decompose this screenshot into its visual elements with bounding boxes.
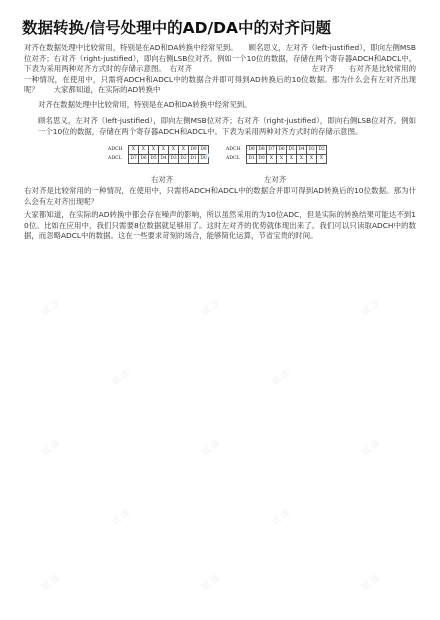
bit-cell: X [169, 146, 179, 155]
bit-cell: X [159, 146, 169, 155]
bit-cell: X [297, 155, 307, 164]
bit-cell: D5 [149, 155, 159, 164]
paragraph-summary: 对齐在数据处理中比较常用，特别是在AD和DA转换中经常见到。 [38, 100, 252, 109]
bit-cell: D6 [139, 155, 149, 164]
bit-cell: D2 [317, 146, 327, 155]
bit-cell: D7 [267, 146, 277, 155]
table-row [226, 155, 327, 164]
bit-cell: X [129, 146, 139, 155]
bit-cell: D0 [199, 155, 209, 164]
bit-cell: X [179, 146, 189, 155]
register-name: ADCH [226, 147, 241, 152]
bit-cell: X [149, 146, 159, 155]
right-aligned-register-table [108, 145, 209, 164]
bit-cell: D9 [189, 146, 199, 155]
table-row [108, 155, 209, 164]
watermark-text: 试读 [199, 297, 224, 319]
bit-cell: D7 [129, 155, 139, 164]
table-row [108, 146, 209, 155]
watermark-text: 试读 [359, 437, 384, 459]
bit-cell: X [267, 155, 277, 164]
bit-cell: D1 [189, 155, 199, 164]
bit-cell: D6 [277, 146, 287, 155]
watermark-text: 试读 [269, 507, 294, 529]
watermark-text: 试读 [109, 367, 134, 389]
register-name: ADCL [108, 156, 122, 161]
watermark-logo: ▣ [205, 152, 211, 159]
left-aligned-register-table [226, 145, 327, 164]
watermark-text: 试读 [269, 367, 294, 389]
bit-cell: D1 [247, 155, 257, 164]
bit-cell: D2 [179, 155, 189, 164]
watermark-text: 试读 [39, 572, 64, 594]
watermark-text: 试读 [39, 437, 64, 459]
bit-cell: D8 [199, 146, 209, 155]
bit-cell: X [317, 155, 327, 164]
bit-cell: D4 [297, 146, 307, 155]
bit-cell: X [139, 146, 149, 155]
bit-cell: D3 [307, 146, 317, 155]
watermark-text: 试读 [109, 507, 134, 529]
watermark-text: 试读 [199, 572, 224, 594]
bit-cell: X [277, 155, 287, 164]
paragraph-right-align: 右对齐是比较常用的一种情况，在使用中，只需将ADCH和ADCL中的数据合并即可得到AD转换后的10位数据。那为什么会有左对齐出现呢？ [24, 186, 416, 206]
bit-cell: X [287, 155, 297, 164]
bit-cell: D9 [247, 146, 257, 155]
bit-cell: D3 [169, 155, 179, 164]
paragraph-noise: 大家都知道，在实际的AD转换中都会存在噪声的影响，所以虽然采用的为10位ADC，但是实际的转换结果可能达不到10位。比如在应用中，我们只需要8位数据就足够用了。这时左对齐的优势就体现出来了。我们可以只读取ADCH中的数据，而忽略ADCL中的数据。这在一些要求苛刻的场合，能够简化运算，节省宝贵的时间。 [24, 210, 416, 241]
paragraph-intro: 对齐在数据处理中比较常用，特别是在AD和DA转换中经常见到。 顾名思义，左对齐（left-justified），即向左侧MSB位对齐；右对齐（right-justified），即向右侧LSB位对齐。例如一个10位的数据，存储在两个寄存器ADCH和ADCL中。下表为采用两种对齐方式时的存储示意图。 右对齐 左对齐 右对齐是比较常用的一种情况，在使用中，只需将ADCH和ADCL中的数据合并即可得到AD转换后的10位数据。那为什么会有左对齐出现呢？ 大家都知道，在实际的AD转换中 [24, 43, 416, 95]
left-align-caption: 左对齐 [264, 175, 287, 184]
bit-cell: D0 [257, 155, 267, 164]
watermark-text: 试读 [199, 437, 224, 459]
watermark-text: 试读 [359, 297, 384, 319]
watermark-text: 试读 [359, 572, 384, 594]
table-row [226, 146, 327, 155]
bit-cell: D4 [159, 155, 169, 164]
page-title: 数据转换/信号处理中的AD/DA中的对齐问题 [22, 19, 332, 37]
register-name: ADCL [226, 156, 240, 161]
watermark-text: 试读 [39, 297, 64, 319]
bit-cell: D8 [257, 146, 267, 155]
paragraph-definition: 顾名思义，左对齐（left-justified），即向左侧MSB位对齐；右对齐（right-justified），即向右侧LSB位对齐。例如一个10位的数据，存储在两个寄存器ADCH和ADCL中。下表为采用两种对齐方式时的存储示意图。 [38, 116, 416, 136]
register-name: ADCH [108, 147, 123, 152]
right-align-caption: 右对齐 [151, 175, 174, 184]
bit-cell: D5 [287, 146, 297, 155]
bit-cell: X [307, 155, 317, 164]
